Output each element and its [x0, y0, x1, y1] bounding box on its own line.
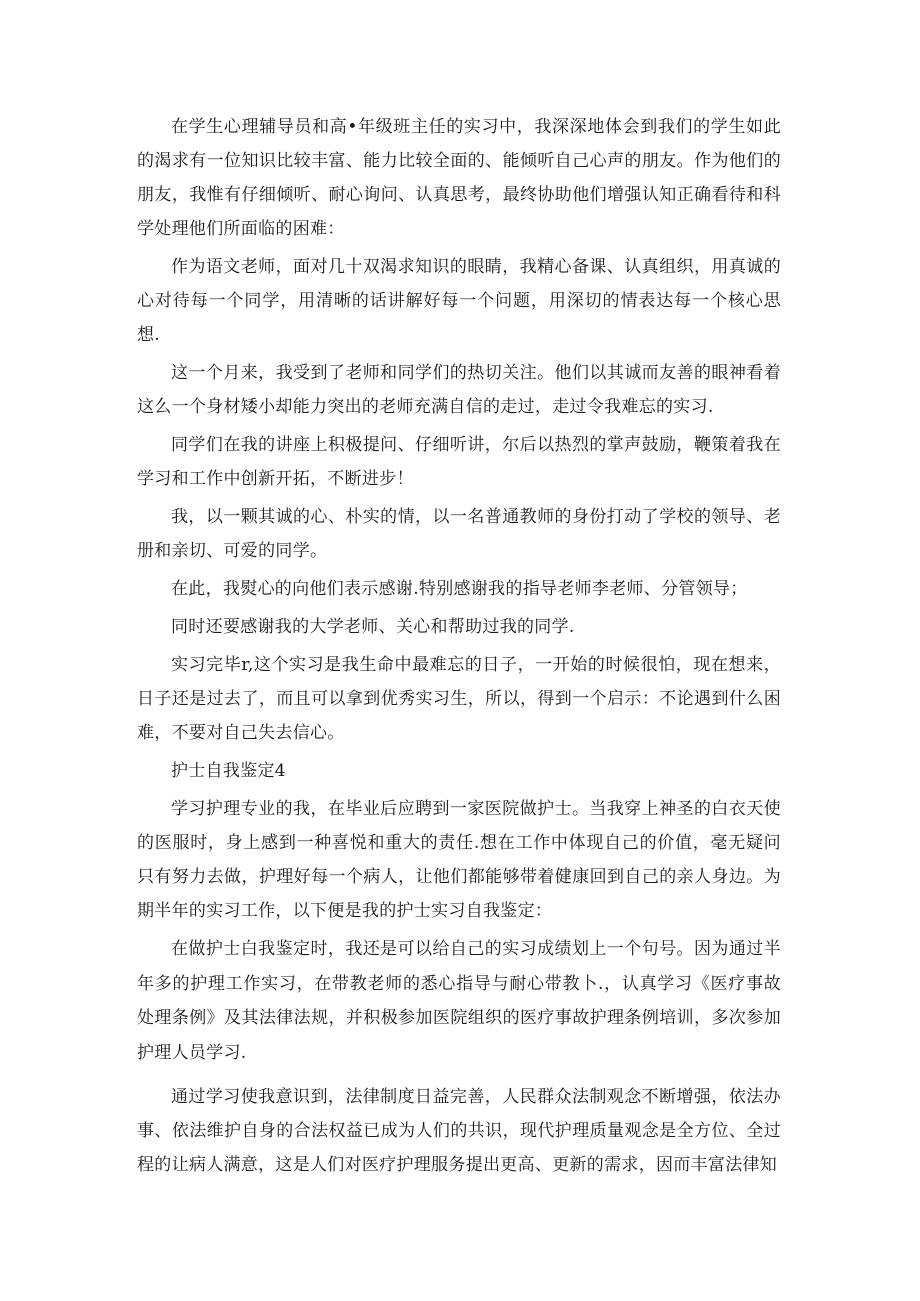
paragraph-6: 在此，我熨心的向他们表示感谢.特别感谢我的指导老师李老师、分管领导；	[171, 579, 748, 599]
paragraph-1: 在学生心理辅导员和高•年级班主任的实习中，我深深地体会到我们的学生如此的渴求有一位知识比较丰富、能力比较全面的、能倾听自己心声的朋友。作为他们的朋友，我惟有仔细倾听、耐心询问、认真思考，最终协助他们增强认知正确看待和科学处理他们所面临的困难：	[137, 117, 781, 239]
paragraph-7: 同时还要感谢我的大学老师、关心和帮助过我的同学.	[171, 617, 575, 637]
section-heading: 护士自我鉴定4	[171, 761, 286, 781]
paragraph-10: 在做护士白我鉴定时，我还是可以给自己的实习成绩划上一个句号。因为通过半年多的护理工作实习，在带教老师的悉心指导与耐心带教卜.，认真学习《医疗事故处理条例》及其法律法规，并积极参加医院组织的医疗事故护理条例培训，多次参加护理人员学习.	[137, 939, 781, 1063]
document-body	[137, 110, 781, 1186]
paragraph-11: 通过学习使我意识到，法律制度日益完善，人民群众法制观念不断增强，依法办事、依法维护自身的合法权益已成为人们的共识，现代护理质量观念是全方位、全过程的让病人满意，这是人们对医疗护理服务提出更高、更新的需求，因而丰富法律知	[137, 1087, 781, 1175]
paragraph-3: 这一个月来，我受到了老师和同学们的热切关注。他们以其诚而友善的眼神看着这么一个身材矮小却能力突出的老师充满自信的走过，走过令我难忘的实习.	[137, 363, 781, 417]
paragraph-8: 实习完毕r,这个实习是我生命中最难忘的日子，一开始的时候很怕，现在想来，日子还是过去了，而且可以拿到优秀实习生，所以，得到一个启示：不论遇到什么困难，不要对自己失去信心。	[137, 655, 781, 743]
paragraph-5: 我，以一颗其诚的心、朴实的情，以一名普通教师的身份打动了学校的领导、老册和亲切、可爱的同学。	[137, 507, 781, 561]
paragraph-4: 同学们在我的讲座上积极提问、仔细听讲，尔后以热烈的掌声鼓励，鞭策着我在学习和工作中创新开拓，不断进步！	[137, 435, 781, 489]
paragraph-9: 学习护理专业的我，在毕业后应聘到一家医院做护士。当我穿上神圣的白衣天使的医服时，身上感到一种喜悦和重大的责任.想在工作中体现自己的价值，毫无疑问只有努力去做，护理好每一个病人，让他们都能够带着健康回到自己的亲人身边。为期半年的实习工作，以下便是我的护士实习自我鉴定：	[137, 799, 781, 921]
paragraph-2: 作为语文老师，面对几十双渴求知识的眼睛，我精心备课、认真组织，用真诚的心对待每一个同学，用清晰的话讲解好每一个问题，用深切的情表达每一个核心思想.	[137, 257, 781, 345]
